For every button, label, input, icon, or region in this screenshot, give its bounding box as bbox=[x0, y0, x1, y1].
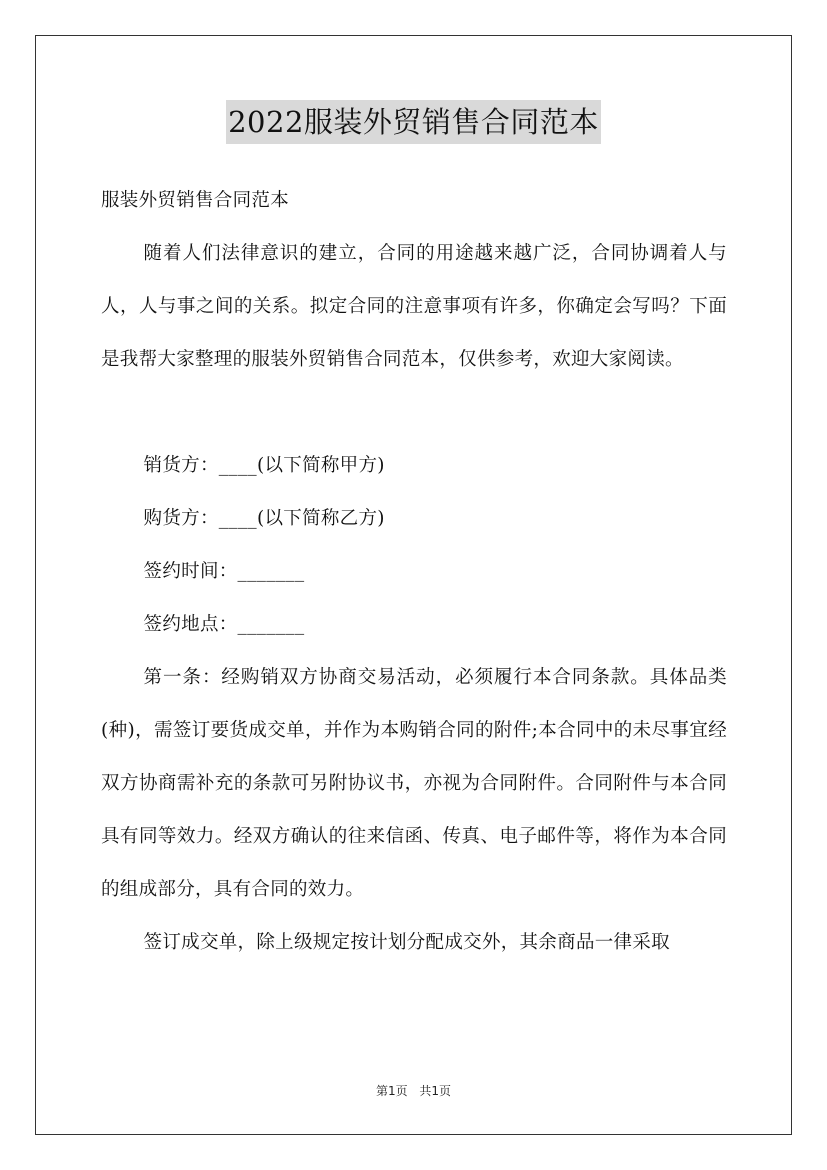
buyer-line: 购货方：____(以下简称乙方) bbox=[143, 508, 385, 529]
page-footer bbox=[0, 1082, 827, 1099]
page-number-current: 第1页 bbox=[375, 1084, 408, 1098]
intro-paragraph: 随着人们法律意识的建立，合同的用途越来越广泛，合同协调着人与人，人与事之间的关系。拟定合同的注意事项有许多，你确定会写吗？下面是我帮大家整理的服装外贸销售合同范本，仅供参考，欢迎大家阅读。 bbox=[101, 243, 727, 370]
sign-place-line: 签约地点：_______ bbox=[143, 614, 305, 635]
sign-time-line: 签约时间：_______ bbox=[143, 561, 305, 582]
article-1-paragraph: 第一条：经购销双方协商交易活动，必须履行本合同条款。具体品类(种)，需签订要货成交单，并作为本购销合同的附件;本合同中的未尽事宜经双方协商需补充的条款可另附协议书，亦视为合同附件。合同附件与本合同具有同等效力。经双方确认的往来信函、传真、电子邮件等，将作为本合同的组成部分，具有合同的效力。 bbox=[101, 667, 727, 900]
document-title: 2022服装外贸销售合同范本 bbox=[226, 100, 601, 144]
title-container bbox=[0, 100, 827, 144]
document-subtitle: 服装外贸销售合同范本 bbox=[101, 190, 290, 211]
seller-line: 销货方：____(以下简称甲方) bbox=[143, 455, 385, 476]
document-body bbox=[101, 174, 727, 969]
blank-line bbox=[101, 386, 727, 439]
page-number-total: 共1页 bbox=[419, 1084, 452, 1098]
last-paragraph: 签订成交单，除上级规定按计划分配成交外，其余商品一律采取 bbox=[143, 932, 670, 953]
